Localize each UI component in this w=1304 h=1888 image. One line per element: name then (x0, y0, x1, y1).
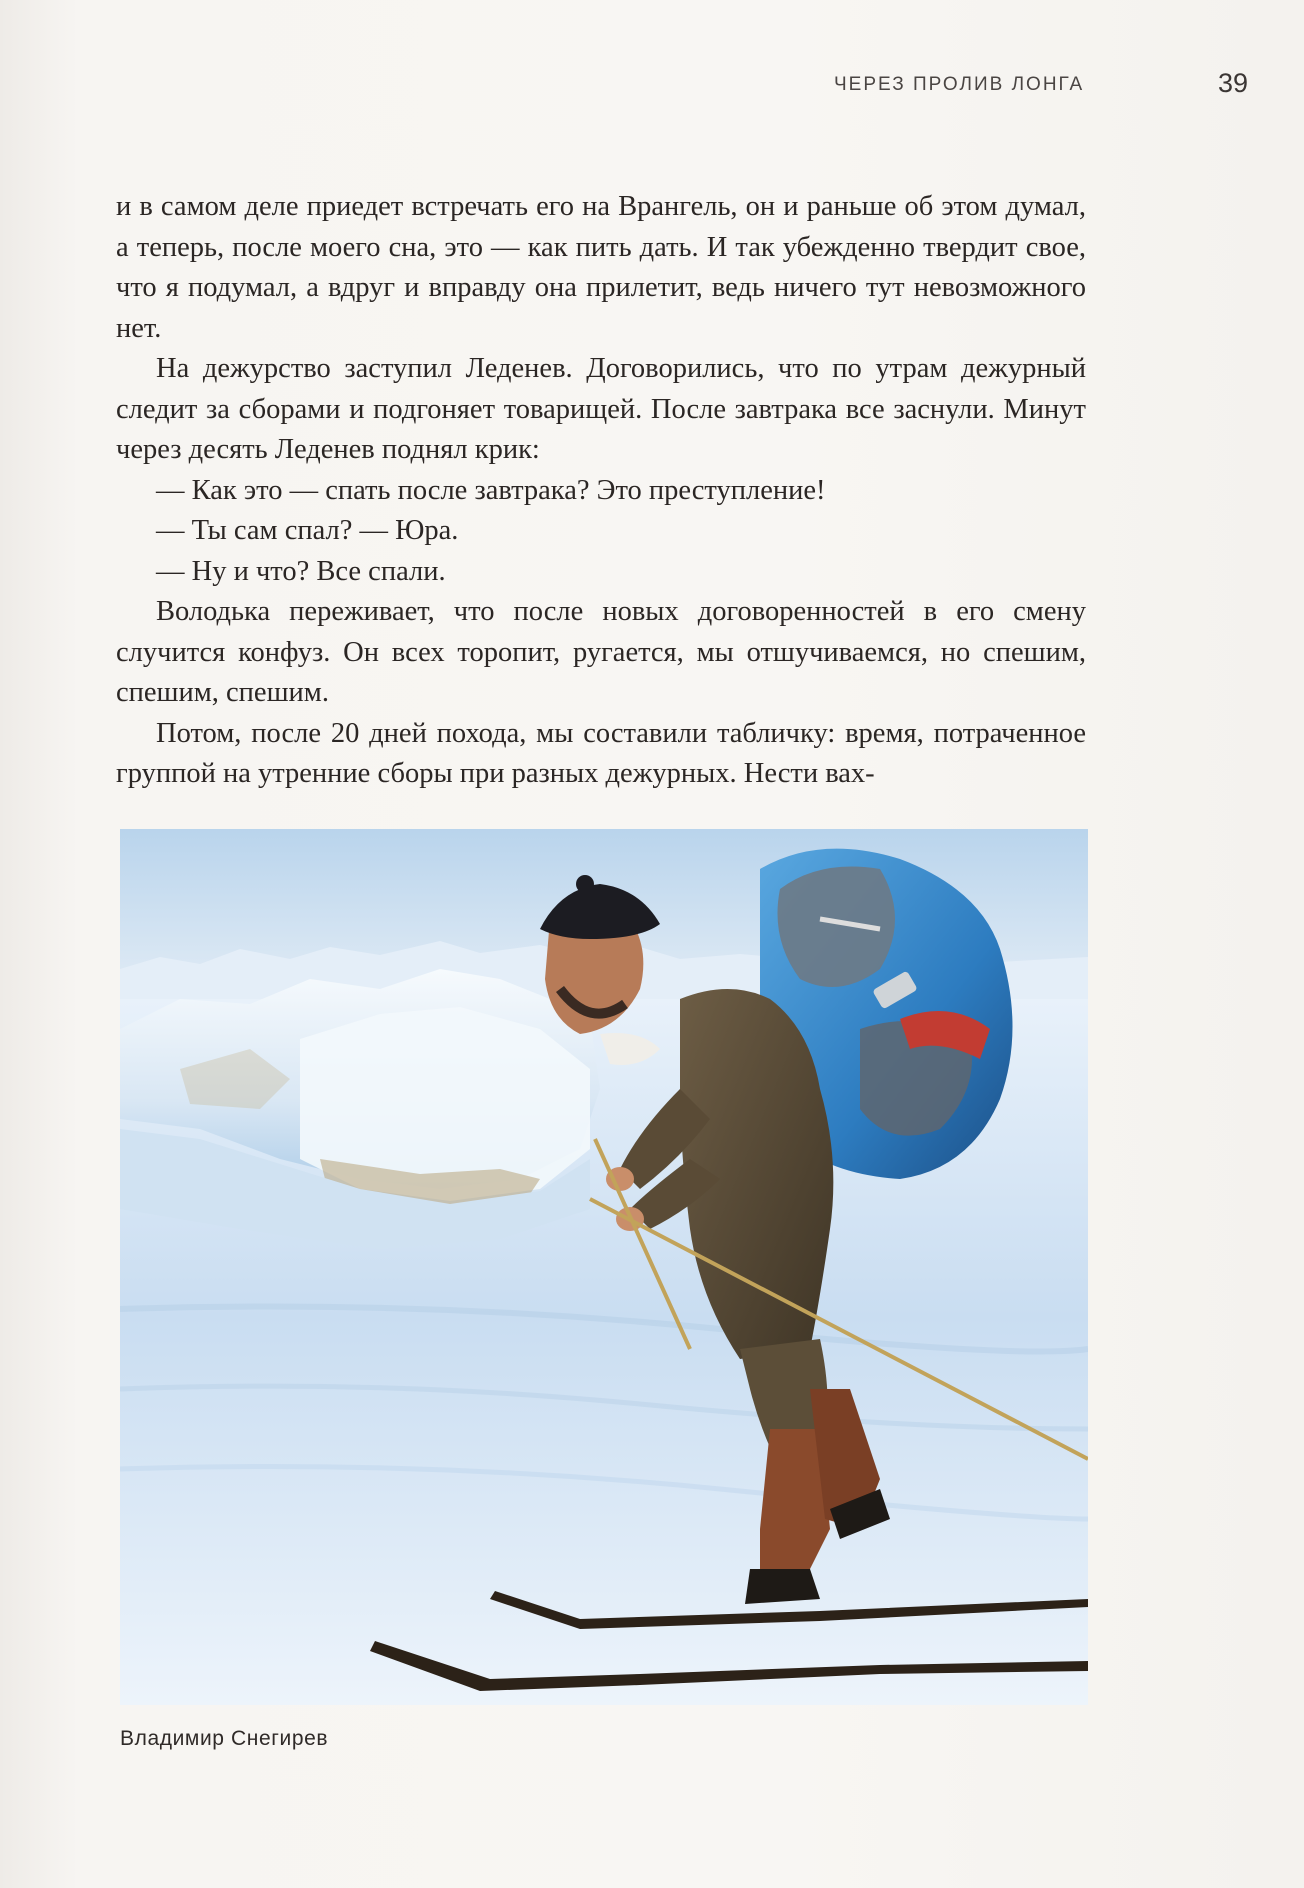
skier-photo (120, 829, 1088, 1705)
running-head: ЧЕРЕЗ ПРОЛИВ ЛОНГА (834, 74, 1085, 95)
body-text (116, 187, 1086, 795)
paragraph: Володька переживает, что после новых договоренностей в его смену случится конфуз. Он всех торопит, ругается, мы отшучиваемся, но спешим, спешим, спешим. (116, 596, 1086, 708)
photo-caption: Владимир Снегирев (120, 1727, 329, 1750)
paragraph: На дежурство заступил Леденев. Договорились, что по утрам дежурный следит за сборами и подгоняет товарищей. После завтрака все заснули. Минут через десять Леденев поднял крик: (116, 353, 1086, 465)
paragraph: Потом, после 20 дней похода, мы составили табличку: время, потраченное группой на утренние сборы при разных дежурных. Нести вах- (116, 717, 1086, 789)
dialogue-line: — Ты сам спал? — Юра. (156, 515, 459, 546)
dialogue-line: — Как это — спать после завтрака? Это преступление! (156, 474, 826, 506)
dialogue-line: — Ну и что? Все спали. (156, 555, 446, 587)
paragraph: и в самом деле приедет встречать его на Врангель, он и раньше об этом думал, а теперь, после моего сна, это — как пить дать. И так убежденно твердит свое, что я подумал, а вдруг и вправду она прилетит, ведь ничего тут невозможного нет. (116, 191, 1086, 344)
page-number: 39 (1218, 68, 1249, 98)
